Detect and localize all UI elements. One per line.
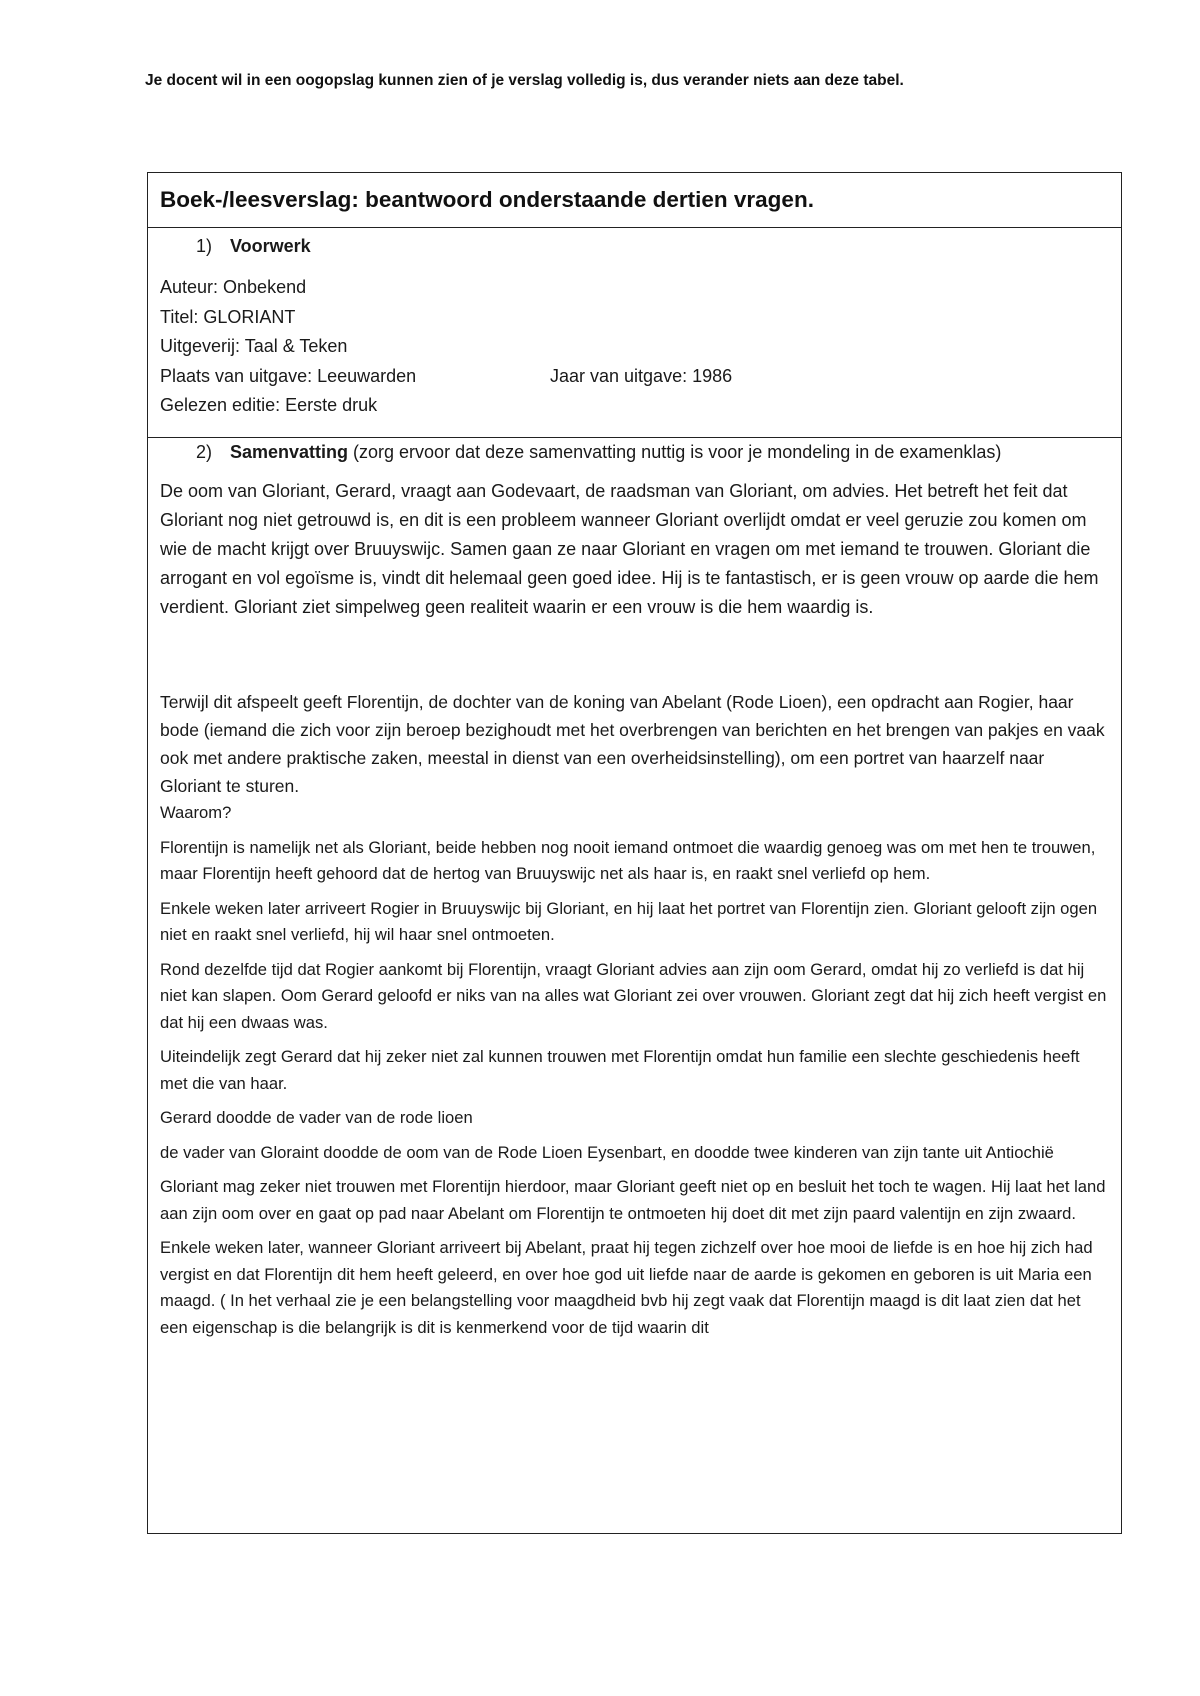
- summary-paragraph: Enkele weken later arriveert Rogier in Bruuyswijc bij Gloriant, en hij laat het portret van Florentijn zien. Gloriant gelooft zijn ogen niet en raakt snel verliefd, hij wil haar snel ontmoeten.: [160, 898, 1098, 944]
- field-auteur: Auteur: Onbekend: [160, 277, 307, 297]
- summary-paragraph: de vader van Gloraint doodde de oom van de Rode Lioen Eysenbart, en doodde twee kinderen van zijn tante uit Antiochië: [160, 1142, 1054, 1162]
- section-heading-note: (zorg ervoor dat deze samenvatting nuttig is voor je mondeling in de examenklas): [348, 442, 1002, 462]
- field-plaats-jaar: [160, 362, 1109, 392]
- summary-paragraph: De oom van Gloriant, Gerard, vraagt aan Godevaart, de raadsman van Gloriant, om advies. Het betreft het feit dat Gloriant nog niet getrouwd is, en dit is een probleem wanneer Gloriant overlijdt omdat er veel geruzie zou komen om wie de macht krijgt over Bruuyswijc. Samen gaan ze naar Gloriant en vragen om met iemand te trouwen. Gloriant die arrogant en vol egoïsme is, vindt dit helemaal geen goed idee. Hij is te fantastisch, er is geen vrouw op aarde die hem verdient. Gloriant ziet simpelweg geen realiteit waarin er een vrouw is die hem waardig is.: [160, 481, 1099, 617]
- summary-paragraph: Uiteindelijk zegt Gerard dat hij zeker niet zal kunnen trouwen met Florentijn omdat hun familie een slechte geschiedenis heeft met die van haar.: [160, 1047, 1080, 1093]
- summary-paragraph: Waarom?: [160, 803, 232, 822]
- section-heading-samenvatting: [160, 442, 1109, 463]
- summary-paragraph: Florentijn is namelijk net als Gloriant, beide hebben nog nooit iemand ontmoet die waardig genoeg was om met hen te trouwen, maar Florentijn heeft gehoord dat de hertog van Bruuyswijc net als haar is, en raakt snel verliefd op hem.: [160, 837, 1096, 883]
- voorwerk-fields: [160, 273, 1109, 421]
- summary-paragraph: Gerard doodde de vader van de rode lioen: [160, 1108, 473, 1127]
- section-title: Voorwerk: [230, 236, 311, 256]
- teacher-note: Je docent wil in een oogopslag kunnen zien of je verslag volledig is, dus verander niets aan deze tabel.: [145, 72, 904, 89]
- summary-paragraph: Gloriant mag zeker niet trouwen met Florentijn hierdoor, maar Gloriant geeft niet op en besluit het toch te wagen. Hij laat het land aan zijn oom over en gaat op pad naar Abelant om Florentijn te ontmoeten hij doet dit met zijn paard valentijn en zijn zwaard.: [160, 1177, 1106, 1223]
- field-jaar: Jaar van uitgave: 1986: [550, 365, 733, 386]
- section-title: Samenvatting: [230, 442, 349, 462]
- report-title: Boek-/leesverslag: beantwoord onderstaande dertien vragen.: [160, 187, 814, 212]
- section-samenvatting: [148, 438, 1121, 1341]
- summary-paragraph: Rond dezelfde tijd dat Rogier aankomt bij Florentijn, vraagt Gloriant advies aan zijn oom Gerard, omdat hij zo verliefd is dat hij niet kan slapen. Oom Gerard geloofd er niks van na alles wat Gloriant zei over vrouwen. Gloriant zegt dat hij zich heeft vergist en dat hij een dwaas was.: [160, 959, 1107, 1032]
- section-voorwerk: [148, 228, 1121, 438]
- section-number: 1): [196, 236, 213, 256]
- field-uitgeverij: Uitgeverij: Taal & Teken: [160, 336, 348, 356]
- field-editie: Gelezen editie: Eerste druk: [160, 395, 378, 415]
- summary-paragraph: Terwijl dit afspeelt geeft Florentijn, de dochter van de koning van Abelant (Rode Lioen), een opdracht aan Rogier, haar bode (iemand die zich voor zijn beroep bezighoudt met het overbrengen van berichten en het brengen van pakjes en vaak ook met andere praktische zaken, meestal in dienst van een overheidsinstelling), om een portret van haarzelf naar Gloriant te sturen.: [160, 692, 1105, 796]
- section-number: 2): [196, 442, 213, 462]
- field-plaats: Plaats van uitgave: Leeuwarden: [160, 365, 417, 386]
- report-title-row: [148, 173, 1121, 228]
- report-table: [147, 172, 1122, 1534]
- field-titel: Titel: GLORIANT: [160, 306, 296, 327]
- section-heading-voorwerk: [160, 236, 1109, 257]
- summary-paragraph: Enkele weken later, wanneer Gloriant arriveert bij Abelant, praat hij tegen zichzelf over hoe mooi de liefde is en hoe hij zich had vergist en dat Florentijn dit hem heeft geleerd, en over hoe god uit liefde naar de aarde is gekomen en geboren is uit Maria een maagd. ( In het verhaal zie je een belangstelling voor maagdheid bvb hij zegt vaak dat Florentijn maagd is dit laat zien dat het een eigenschap is die belangrijk is dit is kenmerkend voor de tijd waarin dit: [160, 1238, 1093, 1337]
